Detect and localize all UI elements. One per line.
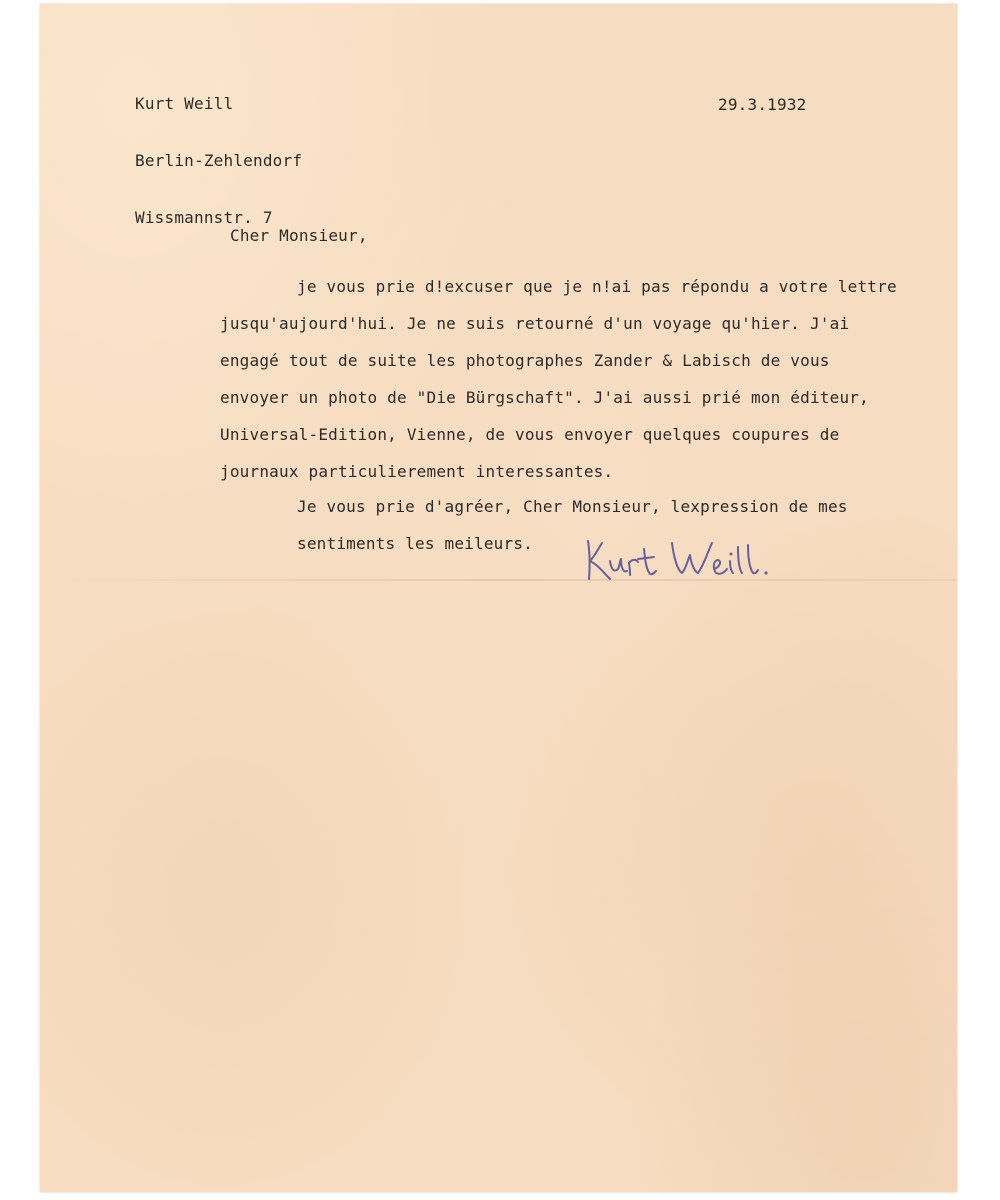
body-line-2: jusqu'aujourd'hui. Je ne suis retourné d'un voyage qu'hier. J'ai [220, 314, 850, 333]
letter-date: 29.3.1932 [718, 95, 807, 114]
handwritten-signature [580, 529, 790, 589]
body-line-5: Universal-Edition, Vienne, de vous envoyer quelques coupures de [220, 425, 840, 444]
letter-sheet [40, 4, 957, 1192]
salutation: Cher Monsieur, [230, 226, 368, 245]
closing-line-1: Je vous prie d'agréer, Cher Monsieur, lexpression de mes [297, 497, 848, 516]
sender-name: Kurt Weill [135, 94, 234, 113]
closing-line-2: sentiments les meileurs. [297, 534, 533, 553]
sender-street: Wissmannstr. 7 [135, 208, 273, 227]
paper-fold-line [40, 579, 957, 581]
body-line-3: engagé tout de suite les photographes Zander & Labisch de vous [220, 351, 830, 370]
sender-city: Berlin-Zehlendorf [135, 151, 303, 170]
body-line-4: envoyer un photo de "Die Bürgschaft". J'ai aussi prié mon éditeur, [220, 388, 869, 407]
body-line-1: je vous prie d!excuser que je n!ai pas répondu a votre lettre [297, 277, 897, 296]
body-line-6: journaux particulierement interessantes. [220, 462, 614, 481]
